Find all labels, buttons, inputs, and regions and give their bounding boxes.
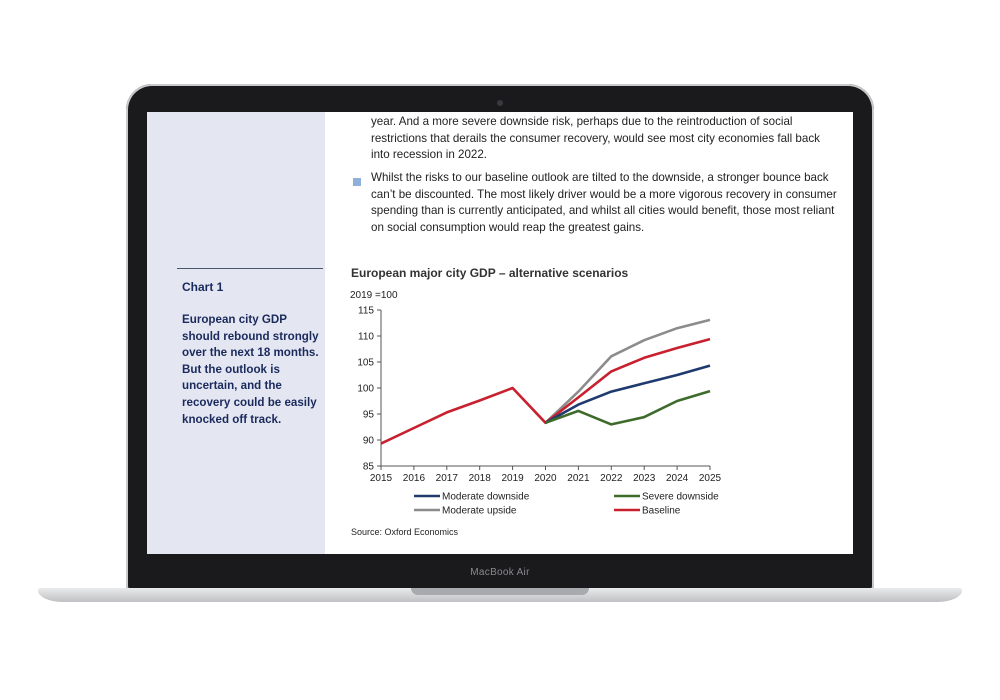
legend-label: Moderate downside xyxy=(442,491,530,503)
legend-label: Moderate upside xyxy=(442,505,517,517)
bullet-square-icon xyxy=(353,178,361,186)
legend-label: Baseline xyxy=(642,505,681,517)
x-tick-label: 2023 xyxy=(633,473,656,484)
y-tick-label: 85 xyxy=(362,461,374,473)
y-tick-label: 100 xyxy=(357,383,374,395)
x-tick-label: 2022 xyxy=(600,473,623,484)
x-tick-label: 2024 xyxy=(665,473,689,484)
x-tick-label: 2025 xyxy=(698,473,722,484)
y-axis-label: 2019 =100 xyxy=(350,290,398,301)
y-tick-label: 95 xyxy=(362,409,374,421)
chart-series xyxy=(381,320,710,444)
y-tick-label: 105 xyxy=(357,357,374,369)
chart-legend xyxy=(414,492,719,517)
x-tick-label: 2020 xyxy=(534,473,557,484)
camera-icon xyxy=(497,100,503,106)
x-tick-label: 2015 xyxy=(369,473,393,484)
x-tick-label: 2016 xyxy=(402,473,426,484)
chart-title: European major city GDP – alternative scenarios xyxy=(351,266,629,280)
screen xyxy=(147,112,853,554)
x-tick-label: 2017 xyxy=(435,473,458,484)
chart-caption: European city GDP should rebound strongly over the next 18 months. But the outlook is uncertain, and the recovery could be easily knocked off track. xyxy=(182,313,319,426)
source-note: Source: Oxford Economics xyxy=(351,527,459,537)
brand-label: MacBook Air xyxy=(470,567,530,578)
x-tick-label: 2021 xyxy=(567,473,590,484)
x-tick-label: 2018 xyxy=(468,473,491,484)
y-tick-label: 90 xyxy=(362,435,374,447)
legend-label: Severe downside xyxy=(642,491,719,503)
chart-label: Chart 1 xyxy=(182,280,224,294)
laptop-notch xyxy=(411,588,589,595)
y-tick-label: 115 xyxy=(358,305,374,317)
series-line-baseline xyxy=(381,339,710,444)
y-tick-label: 110 xyxy=(358,331,374,343)
paragraph-continuation: year. And a more severe downside risk, perhaps due to the reintroduction of social restrictions that derails the consumer recovery, would see most city economies fall back into recession in 2022. xyxy=(371,115,820,162)
x-tick-label: 2019 xyxy=(501,473,524,484)
sidebar-divider xyxy=(177,268,323,269)
paragraph-bullet: Whilst the risks to our baseline outlook are tilted to the downside, a stronger bounce back can’t be discounted. The most likely driver would be a more vigorous recovery in consumer spending than is currently anticipated, and whilst all cities would benefit, those most reliant on social consumption would reap the greatest gains. xyxy=(371,171,837,234)
sidebar-panel xyxy=(147,112,325,554)
line-chart xyxy=(342,288,772,524)
